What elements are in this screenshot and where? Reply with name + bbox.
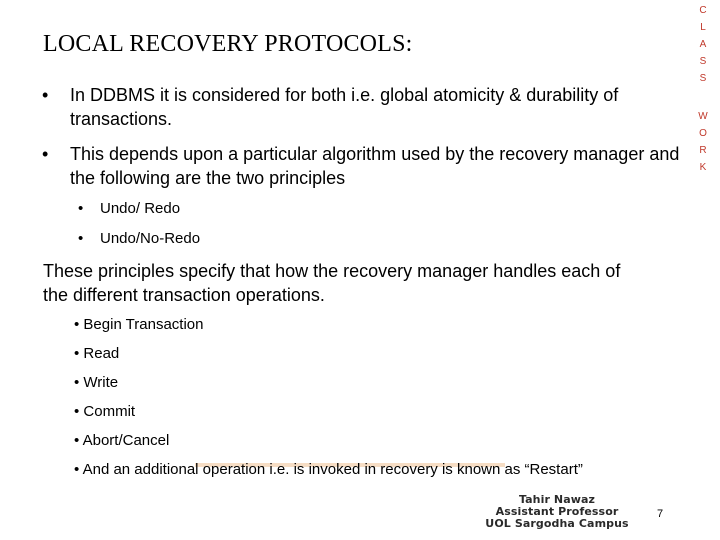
operation-item: • Write (74, 374, 119, 391)
operations-list (74, 315, 583, 489)
side-letter: S (699, 73, 707, 84)
bullet-item (42, 83, 682, 131)
principle-text: Undo/No-Redo (100, 230, 201, 247)
side-letter: S (699, 56, 707, 67)
side-label-work (694, 108, 712, 176)
author-title: Assistant Professor (495, 505, 619, 518)
operation-item: • And an additional operation i.e. is invoked in recovery is known as “Restart” (74, 461, 583, 478)
author-campus: UOL Sargodha Campus (485, 517, 629, 530)
bullet-item (42, 142, 682, 190)
bullet-text: In DDBMS it is considered for both i.e. global atomicity & durability of transactions. (70, 85, 619, 129)
page-number: 7 (657, 508, 664, 520)
slide-title: LOCAL RECOVERY PROTOCOLS: (43, 31, 413, 57)
bullet-text: This depends upon a particular algorithm used by the recovery manager and the following are the two principles (70, 144, 680, 188)
side-letter: W (698, 111, 708, 122)
bullet-marker: • (42, 144, 49, 164)
bullet-marker: • (42, 85, 49, 105)
side-letter: O (699, 128, 707, 139)
operation-item: • Abort/Cancel (74, 432, 170, 449)
principle-item (78, 199, 180, 219)
side-letter: A (699, 39, 707, 50)
author-name: Tahir Nawaz (518, 493, 596, 506)
side-letter: L (700, 22, 706, 33)
bullet-marker: • (78, 230, 84, 247)
principle-item (78, 229, 200, 249)
side-label-class (694, 2, 712, 87)
side-letter: C (699, 5, 707, 16)
principle-text: Undo/ Redo (100, 200, 181, 217)
operation-item: • Read (74, 345, 120, 362)
operation-item: • Begin Transaction (74, 316, 204, 333)
side-letter: K (699, 162, 707, 173)
operation-item: • Commit (74, 403, 136, 420)
bullet-marker: • (78, 200, 84, 217)
author-stamp (481, 494, 633, 530)
side-letter: R (699, 145, 707, 156)
principles-paragraph: These principles specify that how the recovery manager handles each of the different transaction operations. (43, 261, 621, 305)
